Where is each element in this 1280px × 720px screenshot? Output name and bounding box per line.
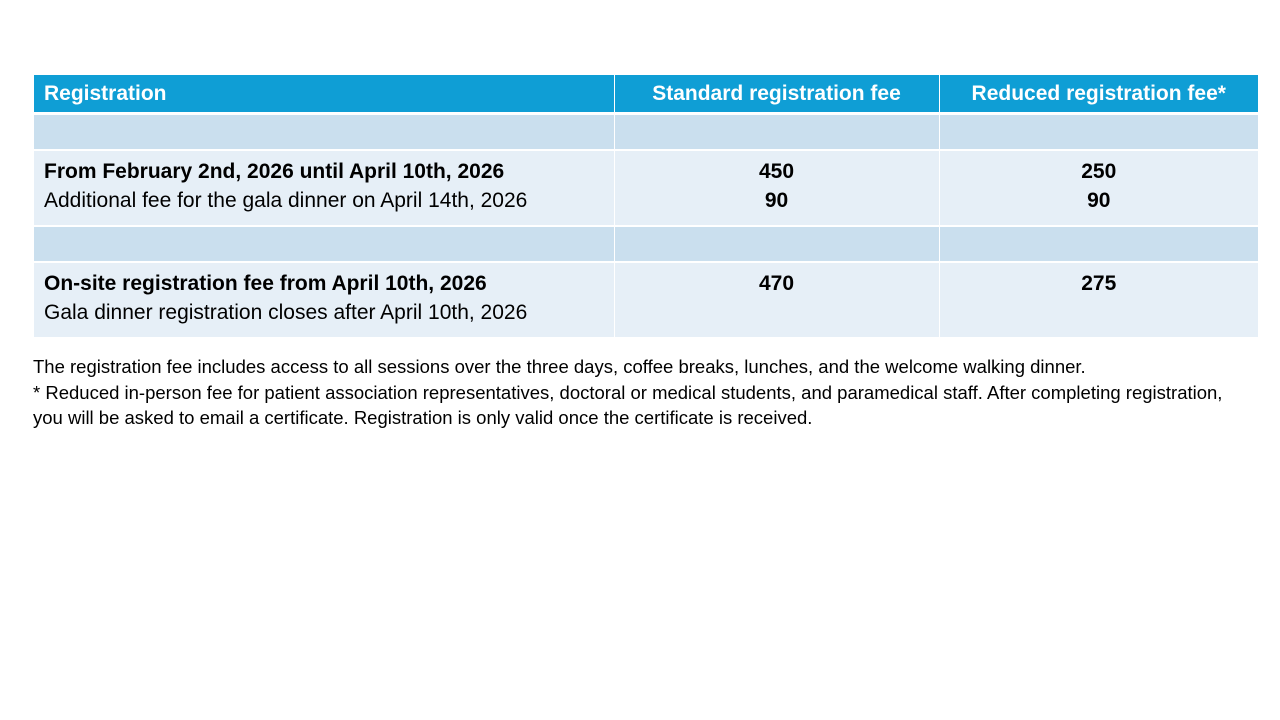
gala-dinner-fee-label: Additional fee for the gala dinner on April 14th, 2026 (44, 189, 528, 212)
onsite-reduced-fee-value: 275 (1081, 272, 1117, 295)
reduced-gala-fee-value: 90 (1087, 189, 1111, 212)
header-standard-fee: Standard registration fee (614, 75, 939, 114)
spacer-cell (939, 114, 1258, 151)
reduced-fee-footnote: * Reduced in-person fee for patient association representatives, doctoral or medical students, and paramedical staff. After completing registration, you will be asked to email a certificate. Registration is only valid once the certificate is received. (33, 381, 1223, 428)
registration-period-cell (34, 262, 614, 338)
onsite-registration-label: On-site registration fee from April 10th, 2026 (44, 272, 487, 295)
onsite-standard-fee-value: 470 (758, 272, 795, 295)
fee-inclusions-note: The registration fee includes access to all sessions over the three days, coffee breaks, lunches, and the welcome walking dinner. (33, 356, 1086, 377)
table-spacer-row (34, 226, 1258, 262)
spacer-cell (614, 114, 939, 151)
reduced-fee-cell (939, 150, 1258, 226)
table-header-row (34, 75, 1258, 114)
spacer-cell (34, 226, 614, 262)
standard-fee-value: 450 (758, 160, 795, 183)
registration-period-label: From February 2nd, 2026 until April 10th, 2026 (44, 160, 505, 183)
spacer-cell (614, 226, 939, 262)
table-spacer-row (34, 114, 1258, 151)
spacer-cell (34, 114, 614, 151)
gala-dinner-closing-label: Gala dinner registration closes after April 10th, 2026 (44, 301, 528, 324)
standard-gala-fee-value: 90 (764, 189, 789, 212)
reduced-fee-value: 250 (1081, 160, 1117, 183)
table-row-onsite-registration (34, 262, 1258, 338)
table-row-early-registration (34, 150, 1258, 226)
registration-period-cell (34, 150, 614, 226)
spacer-cell (939, 226, 1258, 262)
fee-notes (33, 354, 1243, 431)
reduced-fee-cell (939, 262, 1258, 338)
standard-fee-cell (614, 150, 939, 226)
registration-fee-table (34, 75, 1258, 339)
header-registration: Registration (34, 75, 614, 114)
standard-fee-cell (614, 262, 939, 338)
header-reduced-fee: Reduced registration fee* (939, 75, 1258, 114)
